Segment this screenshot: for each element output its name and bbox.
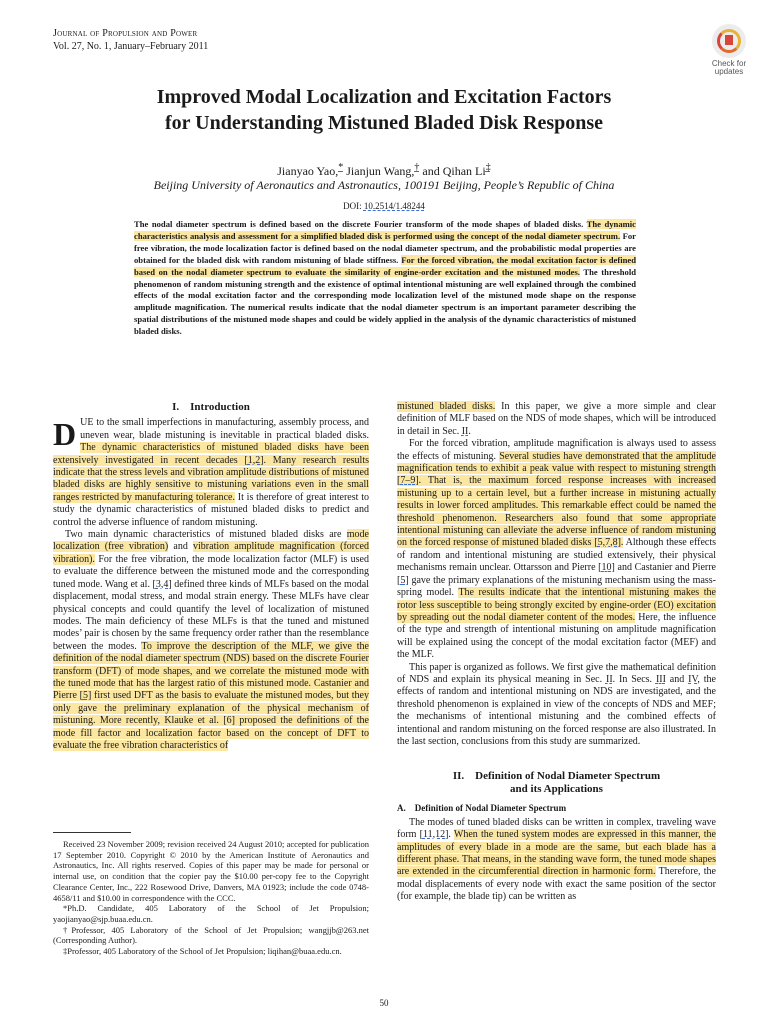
ref-link[interactable]: 10 bbox=[601, 562, 612, 574]
abstract bbox=[134, 219, 636, 338]
body-text: The dynamic characteristics of mistuned bladed disks have been extensively investigated in recent decades [ bbox=[53, 442, 369, 466]
journal-name: Journal of Propulsion and Power bbox=[53, 28, 198, 39]
body-text: ] gave the primary explanations of the mistuning mechanism using the mass-spring model. bbox=[397, 574, 716, 599]
check-for-updates-icon bbox=[712, 24, 746, 58]
body-text: and bbox=[665, 673, 689, 685]
body-highlight: When the tuned system modes are expressed in this manner, the amplitudes of every blade in a mode are the same, but each blade has a different phase. That means, in the standing wave form, the tuned mode shapes are extended in the circumferential direction in harmonic form. bbox=[397, 829, 716, 878]
body-text: ] and Castanier and Pierre [ bbox=[397, 562, 717, 586]
body-text: It is therefore of great interest to study the dynamic characteristics of mistuned bladed disks to predict and control the adverse influence of random mistuning. bbox=[53, 491, 369, 528]
body-text: ]. That is, the maximum forced response increases with increased mistuning up to a certain level, but a further increase in mistuning actually results in lower forced amplitudes. This remarkable effect could be named the threshold phenomenon. Researchers also found that some appropriate intentional mistuning can alleviate the adverse influence of random mistuning on the forced response of mistuned bladed disks [ bbox=[397, 475, 716, 549]
body-text: The modes of tuned bladed disks can be written in complex, traveling wave form [ bbox=[397, 816, 716, 841]
heading-line: II. Definition of Nodal Diameter Spectrum bbox=[452, 770, 661, 783]
footnote-2: †Professor, 405 Laboratory of the School of Jet Propulsion; wangjjb@263.net (Corresponding Author). bbox=[53, 924, 369, 946]
author-3-footnote-link[interactable]: ‡ bbox=[485, 162, 491, 173]
body-text: For the free vibration, the mode localization factor (MLF) is used to evaluate the difference between the mistuned mode and the corresponding tuned mode. Wang et al. [ bbox=[53, 553, 369, 590]
footnotes bbox=[53, 839, 369, 957]
body-text: Two main dynamic characteristics of mistuned bladed disks are bbox=[65, 529, 347, 541]
ref-link[interactable]: 5,7,8 bbox=[597, 537, 618, 549]
body-text: ] defined three kinds of MLFs based on the modal displacement, modal stress, and modal strain energy. These MLFs have clear physical concepts and could quantify the level of localization of mistuned modes. The main deficiency of these MLFs is that the tuned and mistuned modes’ pair is chosen by the same frequency order rather than the resemblance between the modes. bbox=[53, 578, 370, 652]
body-highlight: mistuned bladed disks. bbox=[397, 401, 496, 412]
author-1-footnote-link[interactable]: * bbox=[338, 162, 344, 173]
body-text: ]. Many research results indicate that the stress levels and vibration amplitude distributions of mistuned bladed disks are highly sensitive to mistuning variations even in the small ranges restricted by manufacturing tolerance. bbox=[53, 454, 369, 503]
definition-paragraph bbox=[397, 817, 716, 904]
body-text: ]. bbox=[617, 537, 624, 549]
author-2: Jianjun Wang, bbox=[343, 164, 415, 178]
ref-link[interactable]: 5 bbox=[400, 574, 406, 586]
section-link[interactable]: II bbox=[461, 425, 469, 437]
drop-cap: D bbox=[53, 416, 77, 453]
body-text: Although these effects of random and intentional mistuning are studied extensively, their physical mechanisms remain unclear. Ottarsson and Pierre [ bbox=[397, 537, 716, 574]
body-text: To improve the description of the MLF, we give the definition of the nodal diameter spectrum (NDS) based on the discrete Fourier transform (DFT) of mode shapes, and we correlate the mistuned mode with the tuned mode that has the largest ratio of this mistuned mode. Castanier and Pierre [ bbox=[53, 640, 369, 702]
abstract-highlight: The dynamic characteristics analysis and assessment for a simplified bladed disk is performed using the concept of the nodal diameter spectrum. bbox=[134, 219, 636, 241]
abstract-text: For free vibration, the mode localization factor is defined based on the nodal diameter spectrum, and the probabilistic modal properties are obtained for the bladed disk with random mistuning of blade stiffness. bbox=[134, 230, 636, 265]
body-highlight bbox=[397, 451, 716, 549]
badge-line1: Check for bbox=[711, 59, 747, 68]
author-2-footnote-link[interactable]: † bbox=[414, 162, 420, 173]
body-text: ]. bbox=[445, 829, 454, 841]
subsection-heading: A. Definition of Nodal Diameter Spectrum bbox=[397, 803, 567, 814]
badge-line2: updates bbox=[714, 67, 744, 76]
body-highlight: vibration amplitude magnification (forced vibration). bbox=[53, 541, 369, 565]
abstract-text: The nodal diameter spectrum is defined based on the discrete Fourier transform of the mode shapes of bladed disks. bbox=[134, 219, 587, 229]
body-text: and bbox=[168, 541, 194, 553]
body-text: For the forced vibration, amplitude magnification is always used to assess the effects of mistuning. bbox=[397, 438, 716, 462]
heading-line: and its Applications bbox=[510, 783, 603, 796]
doi-line bbox=[0, 201, 768, 211]
volume-issue: Vol. 27, No. 1, January–February 2011 bbox=[53, 41, 209, 52]
abstract-text: The threshold phenomenon of random mistuning strength and the existence of optimal intentional mistuning are well explained through the combined effects of the modal excitation factor and the corresponding mode localization level of the mistuned mode shape on the response amplitude magnification. The numerical results indicate that the nodal diameter spectrum is an important parameter describing the spatial distributions of the mistuned mode shapes and could be widely applied in the analysis of the dynamic characteristics of mistuned bladed disks. bbox=[134, 266, 637, 337]
author-3: and Qihan Li bbox=[419, 164, 486, 178]
intro-paragraph-4 bbox=[397, 438, 716, 661]
affiliation: Beijing University of Aeronautics and Astronautics, 100191 Beijing, People’s Republic of China bbox=[153, 178, 615, 192]
section-heading-introduction: I. Introduction bbox=[172, 401, 250, 413]
body-highlight: mode localization (free vibration) bbox=[53, 529, 369, 553]
page-number: 50 bbox=[379, 998, 389, 1008]
footnote-1: *Ph.D. Candidate, 405 Laboratory of the School of Jet Propulsion; yaojianyao@sjp.buaa.edu.cn. bbox=[53, 903, 369, 924]
doi-label: DOI: bbox=[343, 201, 364, 211]
section-link[interactable]: II bbox=[605, 673, 613, 685]
section-link[interactable]: III bbox=[655, 673, 666, 685]
ref-link[interactable]: 11,12 bbox=[422, 829, 446, 841]
author-1: Jianyao Yao, bbox=[277, 164, 339, 178]
footnote-divider bbox=[53, 832, 131, 833]
body-highlight: The results indicate that the intentional mistuning makes the rotor less susceptible to being strongly excited by engine-order (EO) excitation by spreading out the nodal diameter content of the modes. bbox=[397, 587, 716, 623]
doi-link[interactable]: 10.2514/1.48244 bbox=[363, 201, 425, 211]
author-list bbox=[0, 162, 768, 179]
body-text: ] first used DFT as the basis to evaluate the mistuned modes, but they only gave the preliminary explanation of the physical mechanism of mistuning. More recently, Klauke et al. [6] proposed the definitions of the mode fill factor and localization factor based on the concept of DFT to evaluate the free vibration characteristics of bbox=[53, 690, 369, 751]
ref-link[interactable]: 5 bbox=[82, 690, 88, 702]
body-text: Several studies have demonstrated that the amplitude magnification tends to exhibit a peak value with respect to mistuning strength [ bbox=[397, 450, 716, 487]
section-heading-definition bbox=[397, 770, 716, 796]
title-line1: Improved Modal Localization and Excitation Factors bbox=[156, 86, 612, 108]
body-text: . In Secs. bbox=[612, 673, 656, 685]
body-text: . bbox=[468, 425, 471, 437]
right-column bbox=[397, 401, 716, 904]
section-link[interactable]: IV bbox=[688, 673, 698, 685]
footnote-3: ‡Professor, 405 Laboratory of the School of Jet Propulsion; liqihan@buaa.edu.cn. bbox=[63, 946, 342, 957]
body-text: Therefore, the modal displacements of every node with exact the same position of the sector (for example, the blade tip) can be written as bbox=[397, 866, 716, 903]
intro-paragraph-3 bbox=[397, 401, 716, 438]
ref-link[interactable]: 1,2 bbox=[247, 454, 261, 466]
paper-title bbox=[0, 84, 768, 136]
left-column bbox=[53, 401, 369, 752]
title-line2: for Understanding Mistuned Bladed Disk Response bbox=[164, 112, 604, 134]
intro-paragraph-2 bbox=[53, 529, 369, 752]
check-for-updates-badge[interactable] bbox=[704, 24, 754, 80]
body-text: Here, the influence of the type and strength of intentional mistuning on amplitude magnification will be explained using the concept of the modal excitation factor (MEF) and the MLF. bbox=[397, 611, 716, 661]
ref-link[interactable]: 7–9 bbox=[400, 475, 416, 487]
body-text: , the effects of random and intentional mistuning on NDS are investigated, and the threshold phenomenon is explained in view of the concepts of NDS and MEF; the mechanisms of intentional mistuning and the combined effects of intentional and random mistuning on the forced response are also illustrated. In the last section, conclusions from this study are summarized. bbox=[397, 673, 716, 747]
body-text: UE to the small imperfections in manufacturing, assembly process, and uneven wear, blade mistuning is inevitable in practical bladed disks. bbox=[80, 417, 369, 441]
body-text: In this paper, we give a more simple and clear definition of MLF based on the NDS of mode shapes, which will be introduced in detail in Sec. bbox=[397, 401, 716, 437]
received-note: Received 23 November 2009; revision received 24 August 2010; accepted for publication 17 September 2010. Copyright © 2010 by the American Institute of Aeronautics and Astronautics, Inc. All rights reserved. Copies of this paper may be made for personal or internal use, on condition that the copier pay the $10.00 per-copy fee to the Copyright Clearance Center, Inc., 222 Rosewood Drive, Danvers, MA 01923; include the code 0748-4658/11 and $10.00 in correspondence with the CCC. bbox=[53, 839, 369, 903]
ref-link[interactable]: 3,4 bbox=[155, 578, 169, 590]
intro-paragraph-5 bbox=[397, 662, 716, 749]
intro-paragraph-1 bbox=[53, 417, 369, 529]
body-text: This paper is organized as follows. We first give the mathematical definition of NDS and explain its physical meaning in Sec. bbox=[397, 661, 716, 685]
abstract-highlight: For the forced vibration, the modal excitation factor is defined based on the nodal diameter spectrum to evaluate the similarity of engine-order excitation and the mistuned modes. bbox=[134, 254, 636, 277]
body-highlight bbox=[53, 641, 369, 751]
